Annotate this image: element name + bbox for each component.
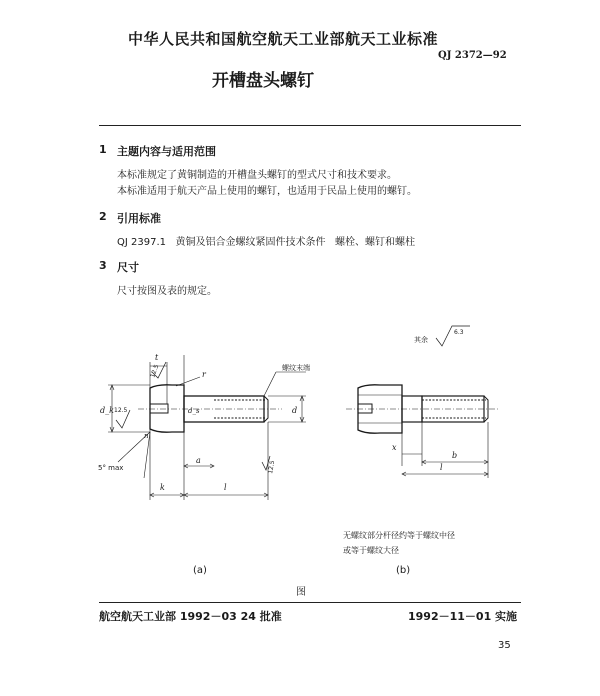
label-d: d <box>292 406 298 415</box>
section-2-title: 引用标准 <box>117 212 161 225</box>
section-2-reference: QJ 2397.1 黄铜及铝合金螺纹紧固件技术条件 螺栓、螺钉和螺柱 <box>117 237 416 248</box>
caption-a: (a) <box>193 565 207 576</box>
label-dk: d_k <box>100 406 114 415</box>
label-ds: d_s <box>188 407 200 415</box>
issuing-organization: 中华人民共和国航空航天工业部航天工业标准 <box>128 30 439 48</box>
label-angle: 5° max <box>98 464 124 472</box>
section-1-line-2: 本标准适用于航天产品上使用的螺钉，也适用于民品上使用的螺钉。 <box>117 186 417 197</box>
label-b: b <box>452 451 458 460</box>
label-l-b: l <box>440 463 443 472</box>
label-t: t <box>155 353 159 362</box>
roughness-value-c: 12.5 <box>267 459 277 475</box>
label-x: x <box>392 443 397 452</box>
figure-note-line-1: 无螺纹部分杆径约等于螺纹中径 <box>343 531 455 540</box>
caption-b: (b) <box>396 565 411 576</box>
section-3-line-1: 尺寸按图及表的规定。 <box>117 286 217 297</box>
section-1-number: 1 <box>99 143 107 156</box>
section-3-number: 3 <box>99 259 107 272</box>
document-title: 开槽盘头螺钉 <box>212 71 314 91</box>
implementation-date: 1992－11－01 实施 <box>408 610 518 623</box>
label-thread-end: 螺纹末端 <box>282 364 310 372</box>
label-a: a <box>196 456 201 465</box>
label-k: k <box>160 483 165 492</box>
footer-rule <box>99 602 521 603</box>
label-r: r <box>202 370 206 379</box>
view-a-drawing <box>108 355 306 500</box>
page-number: 35 <box>498 640 511 651</box>
figure-note-line-2: 或等于螺纹大径 <box>343 546 399 555</box>
label-n: n <box>144 432 149 440</box>
view-b-drawing <box>346 326 498 478</box>
section-2-number: 2 <box>99 210 107 223</box>
roughness-value-b: 12.5 <box>149 363 161 379</box>
roughness-other-value: 6.3 <box>454 329 464 336</box>
section-1-title: 主题内容与适用范围 <box>117 145 216 158</box>
roughness-value-a: 12.5 <box>114 407 128 414</box>
label-l: l <box>224 483 227 492</box>
approval-date: 航空航天工业部 1992－03 24 批准 <box>99 610 282 623</box>
section-3-title: 尺寸 <box>117 261 139 274</box>
roughness-other-label: 其余 <box>414 336 428 344</box>
figure-caption: 图 <box>296 587 306 598</box>
section-1-line-1: 本标准规定了黄铜制造的开槽盘头螺钉的型式尺寸和技术要求。 <box>117 170 397 181</box>
standard-code: QJ 2372—92 <box>438 50 507 61</box>
